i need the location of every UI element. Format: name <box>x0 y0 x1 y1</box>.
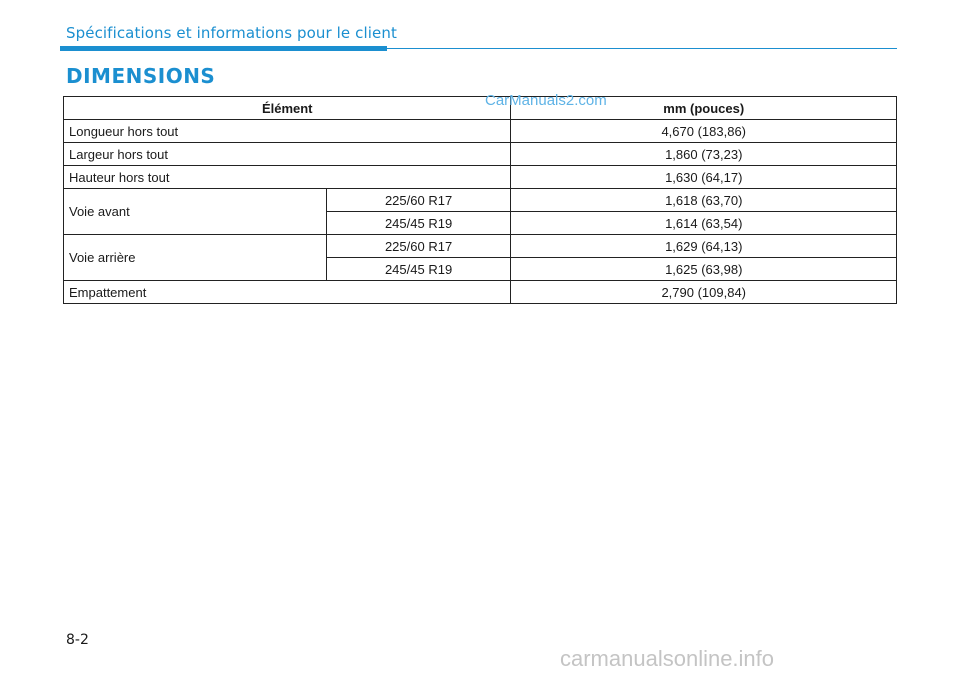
table-row <box>64 166 897 189</box>
row-value: 1,618 (63,70) <box>511 189 897 212</box>
table-header-row <box>64 97 897 120</box>
tire-size: 245/45 R19 <box>326 212 511 235</box>
row-value: 4,670 (183,86) <box>511 120 897 143</box>
section-title: DIMENSIONS <box>66 64 216 88</box>
watermark-carmanualsonline: carmanualsonline.info <box>560 646 775 671</box>
page-header-title: Spécifications et informations pour le client <box>66 24 397 42</box>
row-label: Largeur hors tout <box>64 143 511 166</box>
row-value: 2,790 (109,84) <box>511 281 897 304</box>
column-header-item: Élément <box>64 97 511 120</box>
table-row <box>64 281 897 304</box>
dimensions-table <box>63 96 897 304</box>
header-rule <box>387 48 897 49</box>
row-value: 1,614 (63,54) <box>511 212 897 235</box>
row-label: Empattement <box>64 281 511 304</box>
table-row <box>64 143 897 166</box>
tire-size: 245/45 R19 <box>326 258 511 281</box>
tire-size: 225/60 R17 <box>326 235 511 258</box>
row-value: 1,860 (73,23) <box>511 143 897 166</box>
table-row <box>64 235 897 258</box>
watermark-carmanuals2: CarManuals2.com <box>485 92 607 109</box>
header-accent-bar <box>60 46 387 51</box>
row-value: 1,629 (64,13) <box>511 235 897 258</box>
row-value: 1,630 (64,17) <box>511 166 897 189</box>
row-label: Voie arrière <box>64 235 327 281</box>
row-label: Voie avant <box>64 189 327 235</box>
tire-size: 225/60 R17 <box>326 189 511 212</box>
row-label: Hauteur hors tout <box>64 166 511 189</box>
table-row <box>64 120 897 143</box>
row-label: Longueur hors tout <box>64 120 511 143</box>
row-value: 1,625 (63,98) <box>511 258 897 281</box>
table-row <box>64 189 897 212</box>
column-header-value: mm (pouces) <box>511 97 897 120</box>
page-number: 8-2 <box>66 632 89 648</box>
